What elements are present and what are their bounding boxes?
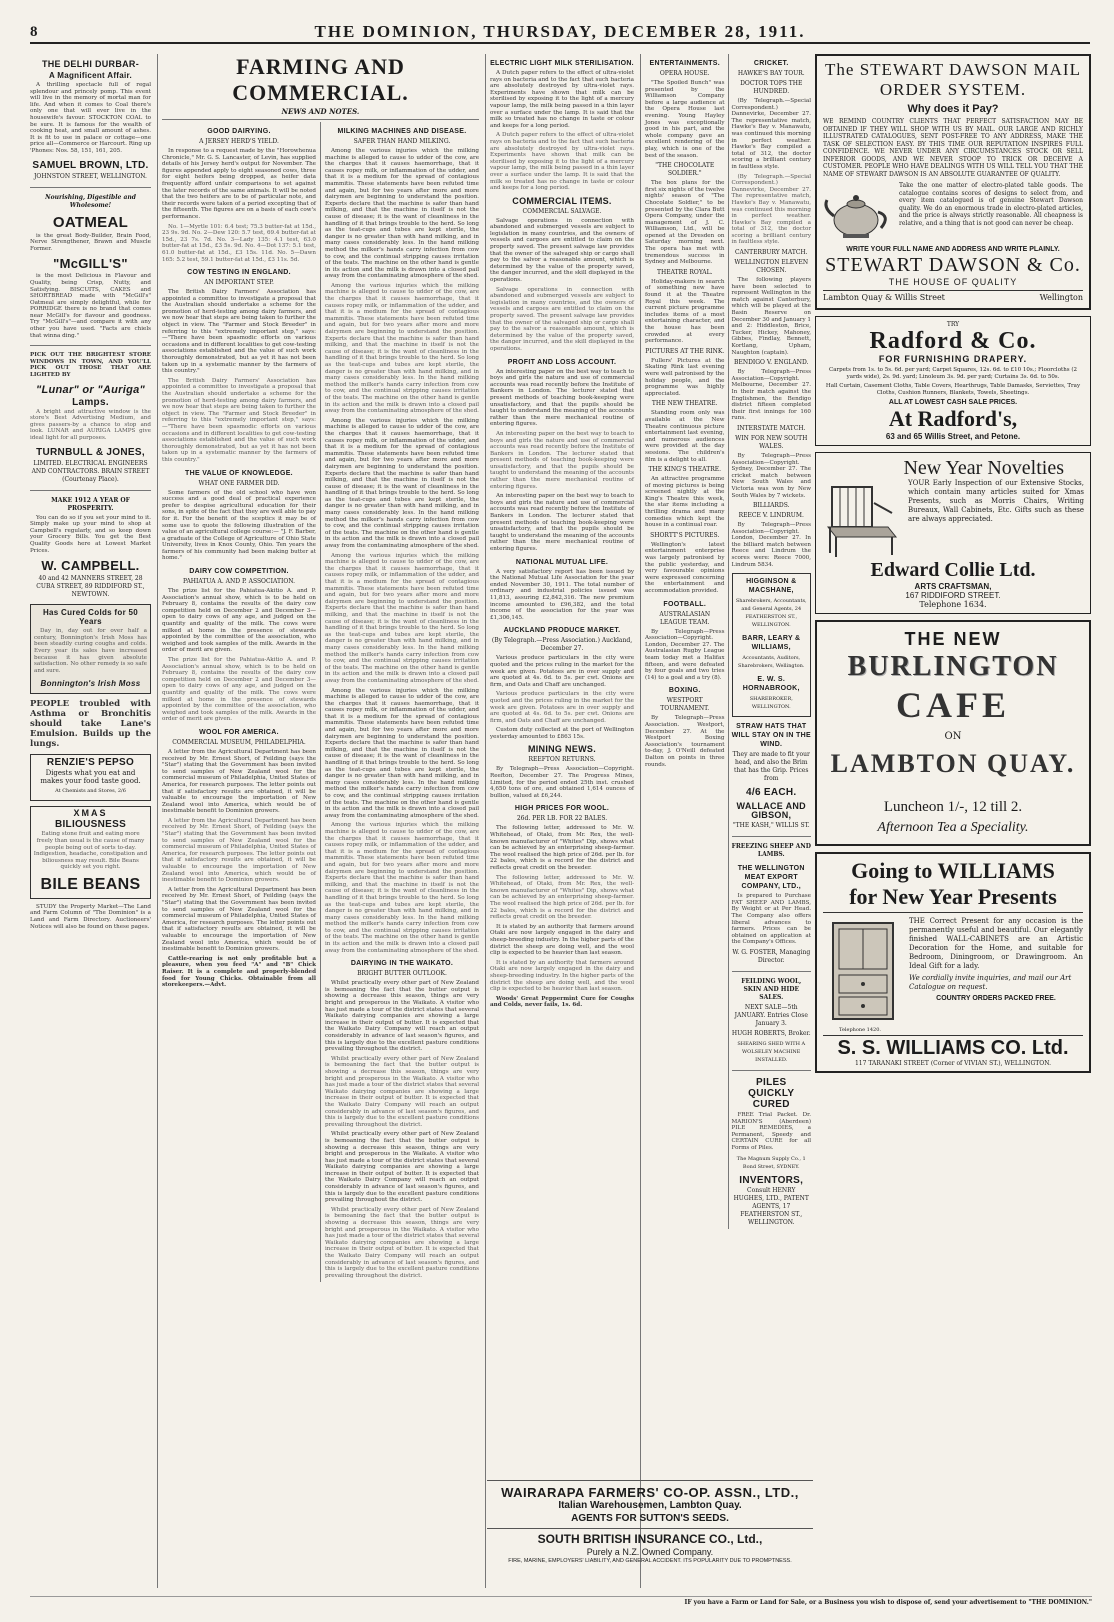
- wairarapa-heading: WAIRARAPA FARMERS' CO-OP. ASSN., LTD.,: [501, 1485, 799, 1500]
- bendigo-text: By Telegraph—Press Association—Copyright. Melbourne, December 27. In their match against the Englishmen, the Bendigo district fifteen completed their first innings for 160 runs.: [731, 369, 811, 422]
- straw-hats-text: They are made to fit your head, and also the Brim that has the Grip. Prices from: [732, 751, 810, 783]
- opera-heading: OPERA HOUSE.: [659, 70, 710, 77]
- commercial-heading: COMMERCIAL ITEMS.: [512, 195, 612, 206]
- collie-sub: ARTS CRAFTSMAN,: [914, 582, 992, 591]
- brown-name: SAMUEL BROWN, LTD.: [32, 159, 149, 171]
- waikato-text-3: Whilst practically every other part of New Zealand is bemoaning the fact that the butter output is showing a decrease this season, things are very bright and prosperous in the Waikato. A visitor who has just made a tour of the district states that several Waikato dairying companies are showing a large increase in their output of butter. It is expected that the Waikato Dairy Company will reach an output considerably in advance of last season's figures, and this is largely due to the excellent pasture conditions prevailing throughout the district.: [325, 1131, 479, 1204]
- house-of-quality: THE HOUSE OF QUALITY: [888, 277, 1018, 287]
- oatmeal-tagline: Nourishing, Digestible and Wholesome!: [45, 193, 136, 209]
- waikato-text-2: Whilst practically every other part of New Zealand is bemoaning the fact that the butter output is showing a decrease this season, things are very bright and prosperous in the Waikato. A visitor who has just made a tour of the district states that several Waikato dairying companies are showing a large increase in their output of butter. It is expected that the Waikato Dairy Company will reach an output considerably in advance of last season's figures, and this is largely due to the excellent pasture conditions prevailing throughout the district.: [325, 1055, 479, 1128]
- colds-heading: Has Cured Colds for 50 Years: [42, 608, 139, 627]
- durbar-subheading: A Magnificent Affair.: [48, 71, 133, 80]
- meat-company-text: Is prepared to Purchase FAT SHEEP AND LAMBS, By Weight or at Per Head. The Company also offers liberal advances to farmers. Prices can be obtained on application at the Company's Offices.: [731, 893, 811, 946]
- bendigo-heading: BENDIGO V. ENGLAND.: [734, 359, 809, 367]
- royal-text: Holiday-makers in search of something new have found it at the Theatre Royal this week. The current picture programme includes items of a most entertaining character, and the house has been crowded at every performance.: [645, 278, 725, 345]
- williams-ad: [815, 852, 1091, 1073]
- lunar-heading: "Lunar" or "Auriga": [35, 383, 146, 396]
- bottom-strip-ads: [487, 1480, 813, 1565]
- stewart-address: Lambton Quay & Willis Street: [823, 293, 945, 302]
- williams-subheading: for New Year Presents: [823, 884, 1083, 913]
- radford-heading: Radford & Co.: [869, 328, 1037, 354]
- south-british-sub: Purely a N.Z. Owned Company.: [586, 1547, 714, 1557]
- mining-heading: MINING NEWS.: [527, 744, 597, 755]
- otaki-text-2: It is stated by an authority that farmers around Otaki are now largely engaged in the dairy and sheep-breeding industry. In the higher parts of the district the sheep are doing well, and the wool clip is expected to be heavier than last season.: [490, 959, 634, 993]
- the-new-label: THE NEW: [904, 629, 1002, 649]
- durbar-text: A thrilling spectacle full of regal splendour and princely pomp. This event will live in the memory of mortal man for life. And when it comes to Coal there's only one that will ever live in the housewife's favour. STOCKTON COAL to be sure. It is famous for the wealth of cooking heat, and small amount of ashes. It is fit to use in palace or cottage—one price all—Commerce or Harcourt. Ring up 'Phones: Nos. 58, 151, 161, 205.: [30, 82, 151, 154]
- wool-america-text: A letter from the Agricultural Department has been received by Mr. Ernest Short, of Feilding (says the "Star") stating that the Government has been invited to send samples of New Zealand wool for the commercial museum of Philadelphia, United States of America, for research purposes. The letter points out that if satisfactory results are obtained, it will be valuable to encourage the importation of New Zealand wool into America, which would be of inestimable benefit to Dominion growers.: [162, 748, 316, 815]
- boxing-sub: WESTPORT TOURNAMENT.: [660, 697, 710, 713]
- milking-heading: MILKING MACHINES AND DISEASE.: [337, 128, 467, 135]
- campbell-heading: W. CAMPBELL.: [41, 558, 140, 574]
- why-heading: Why does it Pay?: [907, 103, 999, 115]
- cow-testing-sub: AN IMPORTANT STEP.: [204, 279, 274, 287]
- boxing-heading: BOXING.: [668, 687, 701, 695]
- value-knowledge-heading: THE VALUE OF KNOWLEDGE.: [185, 469, 293, 477]
- milking-text-2: Among the various injuries which the milking machine is alleged to cause to udder of the cow, are the charges that it causes haemorrhage, that it causes ropey milk, or inflammation of the udder, and that it is a medium for the spread of contagious mammitis. These statements have been refuted time and again, but for two years after more and more dairymen are beginning to understand the position. Experts declare that the machine is safer than hand milking, and that the machine in itself is not the cause of disease; it is the want of cleanliness in the handling of it that brings trouble to the herd. So long as the teat-cups and tubes are kept sterile, the danger is no greater than with hand milking, and in many cases considerably less. In the hand milking method the milker's hands carry infection from cow to cow, and the continual stripping causes irritation of the teats. The machine on the other hand is gentle in its action and the milk is drawn into a closed pail away from the contaminating atmosphere of the shed.: [325, 282, 479, 415]
- write-text: WRITE YOUR FULL NAME AND ADDRESS AND WRITE PLAINLY.: [846, 246, 1060, 253]
- meat-company-signature: W. G. FOSTER, Managing Director.: [732, 949, 811, 964]
- lanes-emulsion-ad: PEOPLE troubled with Asthma or Bronchitis should take Lane's Emulsion. Builds up the lungs.: [30, 699, 151, 750]
- ent-heading: ENTERTAINMENTS.: [649, 60, 720, 67]
- shortts-heading: SHORTT'S PICTURES.: [650, 531, 720, 539]
- piles-heading: PILES QUICKLY CURED: [748, 1077, 795, 1110]
- hawke-heading: HAWKE'S BAY TOUR.: [737, 70, 805, 77]
- farming-two-columns: [162, 122, 479, 1282]
- at-radfords: At Radford's,: [888, 406, 1018, 431]
- column-4-entertainment: [640, 54, 815, 1588]
- footer-strip: [30, 1596, 1092, 1608]
- williams-telephone: Telephone 1420.: [839, 1027, 881, 1033]
- billiards-text: By Telegraph—Press Association—Copyright. London, December 27. In the billiard match between Reece and Lindrum the scores were: Reece 7000, Lindrum 5834.: [731, 522, 811, 568]
- hawke-sub: DOCTOR TOPS THE HUNDRED.: [740, 80, 803, 95]
- billiards-sub: REECE V. LINDRUM.: [738, 512, 804, 520]
- hugh-roberts: HUGH ROBERTS, Broker.: [731, 1030, 811, 1037]
- wallace-heading: WALLACE AND GIBSON,: [736, 801, 806, 821]
- column-2-farming: [157, 54, 483, 1588]
- cabinet-icon: [823, 917, 903, 1027]
- oatmeal-text: is the great Body-Builder, Brain Food, Nerve Strengthener, Brawn and Muscle Former.: [30, 232, 151, 252]
- rink-heading: PICTURES AT THE RINK.: [645, 347, 725, 355]
- xmas-tag: XMAS: [73, 808, 108, 819]
- interstate-sub: WIN FOR NEW SOUTH WALES.: [735, 434, 808, 450]
- barr-heading: BARR, LEARY & WILLIAMS,: [742, 635, 801, 652]
- feilding-text: NEXT SALE—5th JANUARY. Entries Close January 3.: [734, 1004, 808, 1027]
- bile-beans-heading: BILE BEANS: [40, 875, 141, 893]
- hawke-text-2: (By Telegraph.—Special Correspondent.) Dannevirke, December 27. The representative match, Hawke's Bay v. Manawatu, was continued this morning in perfect weather. Hawke's Bay compiled a total of 312, the doctor scoring a brilliant century in faultless style.: [731, 173, 811, 246]
- higginson-ad: [732, 573, 812, 717]
- horsbrook-sub: SHAREBROKER, WELLINGTON.: [749, 696, 793, 711]
- farming-section-sub: NEWS AND NOTES.: [162, 108, 479, 120]
- hawke-text: (By Telegraph.—Special Correspondent.) Dannevirke, December 27. The representative match, Hawke's Bay v. Manawatu, was continued this morning in perfect weather. Hawke's Bay compiled a total of 312, the doctor scoring a brilliant century in faultless style.: [731, 98, 811, 170]
- ent-column: [645, 54, 728, 1229]
- canterbury-heading: CANTERBURY MATCH.: [734, 249, 808, 257]
- collie-ad: [815, 452, 1091, 614]
- new-theatre-heading: THE NEW THEATRE.: [651, 400, 718, 408]
- lunar-lamps: Lamps.: [72, 396, 109, 408]
- burlington-heading: BURLINGTON: [847, 651, 1059, 682]
- chocolate-text: The box plans for the first six nights of the twelve nights' season of "The Chocolate Soldier," to be presented by the Clara Butt Opera Company, under the management of J. C. Williamson, Ltd., will be opened at the Dresden on Saturday morning next. The opera has met with tremendous success in Sydney and Melbourne.: [645, 180, 725, 266]
- wool-price-text: The following letter, addressed to Mr. W. Whitehead, of Otaki, from Mr. Rex, the well-known manufacturer of "Whites" Dip, shows what can be achieved by an enterprising sheep-farmer. The wool realised the high price of 26d. per lb. for 22 bales, which is a record for the district and reflects great credit on the breeder.: [490, 825, 634, 871]
- mutual-heading: NATIONAL MUTUAL LIFE.: [515, 558, 609, 566]
- durbar-heading: THE DELHI DURBAR-: [41, 59, 140, 69]
- on-label: ON: [944, 731, 962, 742]
- milking-text: Among the various injuries which the milking machine is alleged to cause to udder of the cow, are the charges that it causes haemorrhage, that it causes ropey milk, or inflammation of the udder, and that it is a medium for the spread of contagious mammitis. These statements have been refuted time and again, but for two years after more and more dairymen are beginning to understand the position. Experts declare that the machine is safer than hand milking, and that the machine in itself is not the cause of disease; it is the want of cleanliness in the handling of it that brings trouble to the herd. So long as the teat-cups and tubes are kept sterile, the danger is no greater than with hand milking, and in many cases considerably less. In the hand milking method the milker's hands carry infection from cow to cow, and the continual stripping causes irritation of the teats. The machine on the other hand is gentle in its action and the milk is drawn into a closed pail away from the contaminating atmosphere of the shed.: [325, 148, 479, 280]
- cricket-heading: CRICKET.: [753, 60, 789, 67]
- masthead: [30, 22, 1090, 44]
- renzie-text: Digests what you eat and makes your food taste good.: [40, 769, 141, 786]
- bonnington-heading: Bonnington's Irish Moss: [40, 679, 141, 689]
- barr-sub: Accountants, Auditors, Sharebrokers, Wellington.: [738, 655, 805, 670]
- profit-text: An interesting paper on the best way to teach to boys and girls the nature and use of commercial accounts was read recently before the Institute of Bankers in London. The lecturer stated that present methods of teaching book-keeping were unsatisfactory, and that the pupils should be taught to understand the meaning of the accounts rather than the mere mechanical routine of entering figures.: [490, 368, 634, 428]
- milking-text-3: Among the various injuries which the milking machine is alleged to cause to udder of the cow, are the charges that it causes haemorrhage, that it causes ropey milk, or inflammation of the udder, and that it is a medium for the spread of contagious mammitis. These statements have been refuted time and again, but for two years after more and more dairymen are beginning to understand the position. Experts declare that the machine is safer than hand milking, and that the machine in itself is not the cause of disease; it is the want of cleanliness in the handling of it that brings trouble to the herd. So long as the teat-cups and tubes are kept sterile, the danger is no greater than with hand milking, and in many cases considerably less. In the hand milking method the milker's hands carry infection from cow to cow, and the continual stripping causes irritation of the teats. The machine on the other hand is gentle in its action and the milk is drawn into a closed pail away from the contaminating atmosphere of the shed.: [325, 417, 479, 550]
- ent-cricket-split: [645, 54, 811, 1229]
- try-label: TRY: [946, 321, 960, 328]
- profit-heading: PROFIT AND LOSS ACCOUNT.: [507, 358, 617, 366]
- waikato-text-4: Whilst practically every other part of New Zealand is bemoaning the fact that the butter output is showing a decrease this season, things are very bright and prosperous in the Waikato. A visitor who has just made a tour of the district states that several Waikato dairying companies are showing a large increase in their output of butter. It is expected that the Waikato Dairy Company will reach an output considerably in advance of last season's figures, and this is largely due to the excellent pasture conditions prevailing throughout the district.: [325, 1206, 479, 1279]
- football-heading: FOOTBALL.: [663, 600, 707, 608]
- value-knowledge-text: Some farmers of the old school who have won success and a good deal of practical experience prefer to despise agricultural education for their sons, in spite of the fact that they are well able to pay for it. For the benefit of the sceptics it may be of some use to quote the following illustration of the value of an agricultural college course:— "J. F. Barber, a graduate of the College of Agriculture of Ohio State University, lives in Knox County, Ohio. Ten years the farmers of his community had been making butter at home.": [162, 489, 316, 562]
- higginson-sub: Sharebrokers, Accountants, and General Agents, 24 FEATHERSTON ST., WELLINGTON.: [735, 598, 807, 629]
- renzie-heading: RENZIE'S PEPSO: [46, 757, 135, 769]
- teapot-icon: [823, 182, 893, 242]
- south-british-small: FIRE, MARINE, EMPLOYERS' LIABILITY, AND GENERAL ACCIDENT. ITS POPULARITY DUE TO PROMPTNESS.: [508, 1558, 792, 1564]
- canterbury-sub: WELLINGTON ELEVEN CHOSEN.: [734, 259, 809, 275]
- dairy-comp-text-2: The prize list for the Pahiatua-Akitio A. and P. Association's annual show, which is to be held on February 8, contains the results of the dairy cow competition held on December 2 and December 3—open to dairy cows of any age, and judged on the quantity and quality of the milk. The cows were milked at home in the presence of stewards appointed by the committee of the association, who weighed and took samples of the milk. Awards in the order of merit are given.: [162, 657, 316, 723]
- renzie-ad: [30, 754, 151, 801]
- electric-text: A Dutch paper refers to the effect of ultra-violet rays on bacteria and to the fact that such bacteria are absolutely destroyed by ultra-violet rays. Experiments have shown that milk can be sterilised by exposing it to the light of a mercury vapour lamp, the milk being passed in a thin layer over a surface under the lamp. It is said that the milk so treated has no change in taste or colour and keeps for a long period.: [490, 70, 634, 129]
- cow-testing-text: The British Dairy Farmers' Association has appointed a committee to investigate a proposal that the Australian should undertake a scheme for the promotion of herd-testing among dairy farmers, and we now hear that steps are being taken to further the object in view. The "Farmer and Stock Breeder" in referring to this "extremely important step," says:—"There have been spasmodic efforts on various occasions and in different localities to get cow-testing associations established and the value of such work thoroughly demonstrated, but as yet it has not been taken up in a systematic manner by the farmers of this country.": [162, 289, 316, 375]
- billiards-heading: BILLIARDS.: [752, 502, 790, 510]
- commercial-text-2: Salvage operations in connection with abandoned and submerged vessels are subject to legislation in many countries, and the owners of vessels and cargoes are entitled to claim on the property saved. The present salvage law provides that the owner of the salvaged ship or cargo shall pay to the salvor a reasonable amount, which is determined by the value of the property saved, the danger incurred, and the skill displayed in the operations.: [490, 286, 634, 352]
- stewart-city: Wellington: [1039, 293, 1083, 302]
- auckland-text-2: Various produce particulars in the city were quoted and the prices ruling in the market for the week are given. Potatoes are in over supply and are quoted at 4s. 6d. to 5s. per cwt. Onions are firm, and Oats and Chaff are unchanged.: [490, 691, 634, 724]
- mutual-text: A very satisfactory report has been issued by the National Mutual Life Association for the year ended November 30, 1911. The total number of ordinary and industrial policies issued was 11,813, assuring £2,842,316. The new premium income amounted to £96,382, and the total income of the association for the year was £1,306,145.: [490, 568, 634, 621]
- wool-price-sub: 26d. PER LB. FOR 22 BALES.: [516, 815, 608, 823]
- south-british-heading: SOUTH BRITISH INSURANCE CO., Ltd.,: [537, 1532, 763, 1546]
- waikato-text: Whilst practically every other part of New Zealand is bemoaning the fact that the butter output is showing a decrease this season, things are very bright and prosperous in the Waikato. A visitor who has just made a tour of the district states that several Waikato dairying companies are showing a large increase in their output of butter. It is expected that the Waikato Dairy Company will reach an output considerably in advance of last season's figures, and this is largely due to the excellent pasture conditions prevailing throughout the district.: [325, 980, 479, 1053]
- turnbull-sub: LIMITED. ELECTRICAL ENGINEERS AND CONTRACTORS. BRAIN STREET (Courtenay Place).: [31, 459, 150, 483]
- property-market-text: STUDY the Property Market—The Land and Farm Column of "The Dominion" is a Land and Farm Directory. Auctioneers' Notices will also be found on these pages.: [30, 903, 151, 930]
- inventors-sub: Consult HENRY HUGHES, LTD., PATENT AGENTS, 17 FEATHERSTON ST., WELLINGTON.: [733, 1186, 809, 1226]
- cafe-heading: CAFE: [896, 685, 1010, 725]
- wairarapa-sub: Italian Warehousemen, Lambton Quay.: [558, 1500, 742, 1511]
- boxing-text: By Telegraph—Press Association. Westport, December 27. At the Westport Boxing Association's tournament to-day, J. O'Neill defeated Dalton on points in three rounds.: [645, 715, 725, 768]
- chair-icon: [822, 483, 902, 559]
- cow-testing-heading: COW TESTING IN ENGLAND.: [187, 269, 291, 277]
- stewart-heading: The STEWART DAWSON MAIL ORDER SYSTEM.: [825, 60, 1081, 99]
- new-year-heading: New Year Novelties: [903, 457, 1064, 479]
- auckland-text: Various produce particulars in the city were quoted and the prices ruling in the market for the week are given. Potatoes are in over supply and are quoted at 4s. 6d. to 5s. per cwt. Onions are firm, and Oats and Chaff are unchanged.: [490, 655, 634, 688]
- royal-heading: THEATRE ROYAL.: [656, 268, 713, 276]
- milking-text-4: Among the various injuries which the milking machine is alleged to cause to udder of the cow, are the charges that it causes haemorrhage, that it causes ropey milk, or inflammation of the udder, and that it is a medium for the spread of contagious mammitis. These statements have been refuted time and again, but for two years after more and more dairymen are beginning to understand the position. Experts declare that the machine is safer than hand milking, and that the machine in itself is not the cause of disease; it is the want of cleanliness in the handling of it that brings trouble to the herd. So long as the teat-cups and tubes are kept sterile, the danger is no greater than with hand milking, and in many cases considerably less. In the hand milking method the milker's hands carry infection from cow to cow, and the continual stripping causes irritation of the teats. The machine on the other hand is gentle in its action and the milk is drawn into a closed pail away from the contaminating atmosphere of the shed.: [325, 552, 479, 684]
- farming-right: [320, 122, 479, 1282]
- mining-text: By Telegraph—Press Association—Copyright. Reefton, December 27. The Progress Mines, Limited, for the period ended 25th inst. crushed 4,650 tons of ore, and obtained 1,614 ounces of bullion, valued at £6,244.: [490, 766, 634, 799]
- otaki-text: It is stated by an authority that farmers around Otaki are now largely engaged in the dairy and sheep-breeding industry. In the higher parts of the district the sheep are doing well, and the wool clip is expected to be heavier than last season.: [490, 923, 634, 957]
- lowest-prices: ALL AT LOWEST CASH SALE PRICES.: [888, 399, 1018, 406]
- shortts-text: Wellington's latest entertainment enterprise was largely patronised by the public yesterday, and very favourable opinions were expressed concerning the entertainment and accommodation provided.: [645, 541, 725, 594]
- campbell-address: 40 and 42 MANNERS STREET, 28 CUBA STREET, 89 RIDDIFORD ST., NEWTOWN.: [36, 575, 145, 599]
- dairy-comp-sub: PAHIATUA A. AND P. ASSOCIATION.: [182, 578, 296, 586]
- good-dairying-heading: GOOD DAIRYING.: [207, 128, 271, 135]
- mcgill-heading: "McGILL'S": [53, 256, 128, 272]
- radford-sub: FOR FURNISHING DRAPERY.: [878, 354, 1028, 364]
- piles-text: FREE Trial Packet. Dr. MARION'S (Aberdeen) PILE REMEDIES, a Permanent, Speedy and CERTAIN CURE for all Forms of Piles.: [731, 1112, 811, 1151]
- colds-ad: [30, 604, 151, 694]
- wool-america-text-2: A letter from the Agricultural Department has been received by Mr. Ernest Short, of Feilding (says the "Star") stating that the Government has been invited to send samples of New Zealand wool for the commercial museum of Philadelphia, United States of America, for research purposes. The letter points out that if satisfactory results are obtained, it will be valuable to encourage the importation of New Zealand wool into America, which would be of inestimable benefit to Dominion growers.: [162, 817, 316, 884]
- stewart-dawson-ad: [815, 54, 1091, 310]
- shearing-text: SHEARING SHED WITH A WOLSELEY MACHINE INSTALLED.: [737, 1041, 806, 1063]
- stewart-company: STEWART DAWSON & Co.: [825, 254, 1081, 276]
- farming-left: [162, 122, 320, 1282]
- new-theatre-text: Standing room only was available at the New Theatre continuous picture entertainment last evening, and numerous audiences were provided at the day sessions. The children's film is a delight to all.: [645, 410, 725, 463]
- straw-hats-heading: STRAW HATS THAT WILL STAY ON IN THE WIND.: [731, 723, 811, 749]
- lunar-intro: PICK OUT THE BRIGHTEST STORE WINDOWS IN TOWN, AND YOU'LL PICK OUT THOSE THAT ARE LIGHTED BY: [30, 352, 151, 379]
- higginson-heading: HIGGINSON & MACSHANE,: [746, 578, 797, 595]
- meat-company-heading: THE WELLINGTON MEAT EXPORT COMPANY, LTD.,: [737, 865, 805, 891]
- auckland-sub: (By Telegraph.—Press Association.) Auckland, December 27.: [491, 637, 633, 653]
- page-number: 8: [30, 23, 38, 40]
- inventors-heading: INVENTORS,: [739, 1174, 804, 1186]
- wool-america-text-3: A letter from the Agricultural Department has been received by Mr. Ernest Short, of Feilding (says the "Star") stating that the Government has been invited to send samples of New Zealand wool for the commercial museum of Philadelphia, United States of America, for research purposes. The letter points out that if satisfactory results are obtained, it will be valuable to encourage the importation of New Zealand wool into America, which would be of inestimable benefit to Dominion growers.: [162, 886, 316, 953]
- column-3-news: [485, 54, 638, 1588]
- prosperity-text: You can do so if you set your mind to it. Simply make up your mind to shop at Campbell's regularly, and so keep down your Grocery Bills. You get the Best Quality Goods here at Lowest Market Prices.: [30, 514, 151, 554]
- milking-text-5: Among the various injuries which the milking machine is alleged to cause to udder of the cow, are the charges that it causes haemorrhage, that it causes ropey milk, or inflammation of the udder, and that it is a medium for the spread of contagious mammitis. These statements have been refuted time and again, but for two years after more and more dairymen are beginning to understand the position. Experts declare that the machine is safer than hand milking, and that the machine in itself is not the cause of disease; it is the want of cleanliness in the handling of it that brings trouble to the herd. So long as the teat-cups and tubes are kept sterile, the danger is no greater than with hand milking, and in many cases considerably less. In the hand milking method the milker's hands carry infection from cow to cow, and the continual stripping causes irritation of the teats. The machine on the other hand is gentle in its action and the milk is drawn into a closed pail away from the contaminating atmosphere of the shed.: [325, 687, 479, 819]
- ss-williams-heading: S. S. WILLIAMS CO. Ltd.: [823, 1035, 1083, 1060]
- brown-address: JOHNSTON STREET, WELLINGTON.: [34, 172, 147, 180]
- interstate-heading: INTERSTATE MATCH.: [737, 424, 806, 432]
- feilding-heading: FEILDING WOOL, SKIN AND HIDE SALES.: [741, 978, 802, 1001]
- lambton-quay-heading: LAMBTON QUAY.: [830, 749, 1076, 778]
- kings-heading: THE KING'S THEATRE.: [648, 466, 721, 474]
- footer-notice: IF you have a Farm or Land for Sale, or a Business you wish to dispose of, send your advertisement to "THE DOMINION.": [684, 1599, 1092, 1606]
- customs-text: Custom duty collected at the port of Wellington yesterday amounted to £863 15s.: [490, 727, 634, 740]
- collie-telephone: Telephone 1634.: [919, 600, 987, 609]
- oatmeal-heading: OATMEAL: [52, 213, 129, 231]
- canterbury-text: The following players have been selected to represent Wellington in the match against Canterbury, which will be played at the Basin Reserve on December 30 and January 1 and 2: Hiddleston, Brice, Tucker, Hickey, Mahoney, Gibbes, Findlay, Bennett, Kortlang, Upham, Naughton (captain).: [731, 277, 811, 356]
- milking-text-6: Among the various injuries which the milking machine is alleged to cause to udder of the cow, are the charges that it causes haemorrhage, that it causes ropey milk, or inflammation of the udder, and that it is a medium for the spread of contagious mammitis. These statements have been refuted time and again, but for two years after more and more dairymen are beginning to understand the position. Experts declare that the machine is safer than hand milking, and that the machine in itself is not the cause of disease; it is the want of cleanliness in the handling of it that brings trouble to the herd. So long as the teat-cups and tubes are kept sterile, the danger is no greater than with hand milking, and in many cases considerably less. In the hand milking method the milker's hands carry infection from cow to cow, and the continual stripping causes irritation of the teats. The machine on the other hand is gentle in its action and the milk is drawn into a closed pail away from the contaminating atmosphere of the shed.: [325, 822, 479, 954]
- newspaper-title: THE DOMINION, THURSDAY, DECEMBER 28, 1911.: [314, 22, 806, 41]
- williams-heading: Going to WILLIAMS: [851, 858, 1055, 883]
- freezing-heading: FREEZING SHEEP AND LAMBS.: [731, 843, 811, 859]
- radford-ad: [815, 316, 1091, 446]
- profit-text-3: An interesting paper on the best way to teach to boys and girls the nature and use of commercial accounts was read recently before the Institute of Bankers in London. The lecturer stated that present methods of teaching book-keeping were unsatisfactory, and that the pupils should be taught to understand the meaning of the accounts rather than the mere mechanical routine of entering figures.: [490, 493, 634, 552]
- commercial-sub: COMMERCIAL SALVAGE.: [522, 207, 602, 215]
- waikato-sub: BRIGHT BUTTER OUTLOOK.: [357, 970, 447, 978]
- kings-text: An attractive programme of moving pictures is being screened nightly at the King's Theatre this week, the star items including a thrilling drama and many comedies which kept the house in a continual roar.: [645, 476, 725, 529]
- williams-text: THE Correct Present for any occasion is the permanently useful and beautiful. Our elegantly finished WALL-CABINETS are an Artistic Decoration for the Home, and suitable for Bedroom, Diningroom, or Drawingroom. An Ideal Gift for a lady.: [909, 917, 1083, 970]
- chick-raiser-ad: Cattle-rearing is not only profitable but a pleasure, when you feed "A" and "B" Chick Raiser. It is a complete and properly-blended food for Young Chicks. Obtainable from all storekeepers.—Advt.: [162, 955, 316, 989]
- value-knowledge-sub: WHAT ONE FARMER DID.: [198, 479, 280, 487]
- football-text: By Telegraph—Press Association—Copyright. London, December 27. The Australasian Rugby League team today met a Halifax fifteen, and were defeated by four goals and two tries (14) to a goal and a try (8).: [645, 628, 725, 681]
- mcgill-text: is the most Delicious in Flavour and Quality, being Crisp, Nutty, and Satisfying. BISCUITS, CAKES and SHORTBREAD made with "McGill's" Oatmeal are simply delightful, while for PORRIDGE there is no brand that comes near McGill's for flavour and goodness. Try "McGill's"—and compare it with any other you have used. "Facts are chiels that winna ding.": [30, 273, 151, 339]
- milking-sub: SAFER THAN HAND MILKING.: [353, 138, 451, 145]
- bile-beans-ad: [30, 806, 151, 899]
- radford-text: Carpets from 1s. to 5s. 6d. per yard; Carpet Squares, 12s. 6d. to £10 10s.; Floorcloths (2 yards wide), 2s. 9d. yard; Linoleum 3s. 9d. per yard; Curtains 3s. 6d. to 50s.: [829, 367, 1077, 380]
- waikato-heading: DAIRYING IN THE WAIKATO.: [350, 960, 454, 968]
- why-text: WE REMIND COUNTRY CLIENTS THAT PERFECT SATISFACTION MAY BE OBTAINED IF THEY WILL SHOP WITH US BY MAIL. OUR LARGE AND RICHLY ILLUSTRATED CATALOGUES, SENT POST-FREE TO ANY ADDRESS, MAKE THE TASK OF SELECTION EASY. BY THIS TIME OUR REPUTATION INSPIRES FULL CONFIDENCE. WE NEVER UNDER ANY CIRCUMSTANCES STOCK OR SELL INFERIOR GOODS, AND WE NEVER STOOP TO TRICK OR DECEIVE A CUSTOMER. PEOPLE WHO HAVE DEALINGS WITH US WILL TELL YOU THAT THE NAME OF STEWART DAWSON IS AN ABSOLUTE GUARANTEE OF QUALITY.: [823, 118, 1083, 178]
- wallace-sub: "THE KASH," WILLIS ST.: [732, 822, 810, 830]
- radford-text-2: Hall Curtain, Casement Cloths, Table Covers, Hearthrugs, Table Damasks, Serviettes, Tray Cloths, Cushion Runners, Blankets, Towels, Sheetings.: [825, 383, 1081, 396]
- sutton-seeds: AGENTS FOR SUTTON'S SEEDS.: [487, 1512, 813, 1529]
- piles-small: The Magnum Supply Co., 1 Bond Street, SYDNEY.: [736, 1155, 806, 1170]
- woods-cure-ad: Woods' Great Peppermint Cure for Coughs and Colds, never fails, 1s. 6d.: [490, 995, 634, 1009]
- teapot-text: Take the one matter of electro-plated table goods. The catalogue contains scores of designs to select from, and every item catalogued is of genuine Stewart Dawson quality. We do an enormous trade in electro-plated articles, and the price is always strictly reasonable. All cheapness is relative, and a thing that is not good can never be cheap.: [899, 182, 1083, 227]
- opera-text: "The Spoiled Bunch" was presented by the Williamson Company before a large audience at the Opera House last evening. Young Hayley Jones was exceptionally good in his part, and the whole company gave an excellent rendering of the play, which is one of the best of the season.: [645, 80, 725, 159]
- radford-address: 63 and 65 Willis Street, and Petone.: [885, 432, 1021, 441]
- biliousness-text: Eating stone fruit and eating more freely than usual is the cause of many people being out of sorts to-day. Indigestion, headache, constipation and biliousness may result. Bile Beans quickly set you right.: [33, 831, 148, 871]
- wool-america-heading: WOOL FOR AMERICA.: [199, 728, 279, 736]
- rink-text: Fullers' Pictures at the Skating Rink last evening were well patronised by the holiday people, and the programme was highly appreciated.: [645, 357, 725, 397]
- dairy-comp-text: The prize list for the Pahiatua-Akitio A. and P. Association's annual show, which is to be held on February 8, contains the results of the dairy cow competition held on December 2 and December 3—open to dairy cows of any age, and judged on the quantity and quality of the milk. The cows were milked at home in the presence of stewards appointed by the committee of the association, who weighed and took samples of the milk. Awards in the order of merit are given.: [162, 588, 316, 654]
- ss-williams-address: 117 TARANAKI STREET (Corner of VIVIAN ST.), WELLINGTON.: [854, 1060, 1051, 1067]
- afternoon-tea-text: Afternoon Tea a Speciality.: [877, 820, 1029, 835]
- good-dairying-list: No. 1—Myrtle 101: 6.4 test; 75.3 butter-fat at 15d., 23 9s. 9d. No. 2—Dew 120: 5.7 test, 69.4 butter-fat at 15d., 23 7s. 7d. No. 3—Lady 135: 4.1 test, 63.0 butter-fat at 15d., £3 5s. 9d. No. 4—Dot 137: 5.1 test, 61.0 butter-fat at 15d., £3 15s. 11d. No. 5—Dawn 165: 5.2 test, 59.1 butter-fat at 15d., £3 11s. 5d.: [162, 223, 316, 263]
- luncheon-text: Luncheon 1/-, 12 till 2.: [883, 799, 1023, 815]
- horsbrook-heading: E. W. S. HORNABROOK,: [742, 676, 800, 693]
- chocolate-heading: "THE CHOCOLATE SOLDIER.": [655, 162, 715, 178]
- new-year-text: YOUR Early Inspection of our Extensive Stocks, which contain many articles suited for Xmas Presents, such as Morris Chairs, Writing Bureaux, Wall Cabinets, Etc. Gifts such as these are always appreciated.: [908, 479, 1084, 523]
- interstate-text: By Telegraph—Press Association—Copyright. Sydney, December 27. The cricket match between New South Wales and Victoria was won by New South Wales by 7 wickets.: [731, 452, 811, 499]
- collie-address: 167 RIDDIFORD STREET.: [905, 591, 1001, 600]
- farming-section-title: FARMING AND COMMERCIAL.: [232, 54, 409, 105]
- burlington-cafe-ad: [815, 620, 1091, 846]
- column-1-ads: [30, 54, 155, 1588]
- straw-hats-price: 4/6 EACH.: [746, 787, 797, 799]
- williams-invite: We cordially invite inquiries, and mail our Art Catalogue on request.: [909, 974, 1072, 991]
- good-dairying-text: In response to a request made by the "Horowhenua Chronicle," Mr. G. S. Lancaster, of Levin, has supplied details of his Jersey herd's output for November. The figures appended apply to eight seasoned cows, three for eight heifers being dropped, as heifer data frequently afford unfair comparisons to set against the later records of the same animals. It will be noted that the two heifers are to be of particular note, and their records were taken of a period excepting that of the fifteenth. The figures are on a basis of each cow's performance.: [162, 148, 316, 220]
- commercial-text: Salvage operations in connection with abandoned and submerged vessels are subject to legislation in many countries, and the owners of vessels and cargoes are entitled to claim on the property saved. The present salvage law provides that the owner of the salvaged ship or cargo shall pay to the salvor a reasonable amount, which is determined by the value of the property saved, the danger incurred, and the skill displayed in the operations.: [490, 217, 634, 284]
- colds-text: Day in, day out for over half a century, Bonnington's Irish Moss has been steadily curing coughs and colds. Every year its sales have increased because it has given absolute satisfaction. No other remedy is so safe and sure.: [34, 628, 147, 674]
- country-orders: COUNTRY ORDERS PACKED FREE.: [936, 995, 1056, 1002]
- dairy-comp-heading: DAIRY COW COMPETITION.: [189, 568, 289, 576]
- electric-text-2: A Dutch paper refers to the effect of ultra-violet rays on bacteria and to the fact that such bacteria are absolutely destroyed by ultra-violet rays. Experiments have shown that milk can be sterilised by exposing it to the light of a mercury vapour lamp, the milk being passed in a thin layer over a surface under the lamp. It is said that the milk so treated has no change in taste or colour and keeps for a long period.: [490, 132, 634, 192]
- prosperity-heading: MAKE 1912 A YEAR OF PROSPERITY.: [51, 496, 130, 512]
- auckland-heading: AUCKLAND PRODUCE MARKET.: [503, 627, 621, 635]
- biliousness-heading: BILIOUSNESS: [54, 819, 127, 831]
- lunar-text: A bright and attractive window is the store's Best Advertising Medium, and gives passers-by a chance to stop and look. LUNAR and AURIGA LAMPS give ideal light for all purposes.: [30, 408, 151, 441]
- wool-price-text-2: The following letter, addressed to Mr. W. Whitehead, of Otaki, from Mr. Rex, the well-known manufacturer of "Whites" Dip, shows what can be achieved by an enterprising sheep-farmer. The wool realised the high price of 26d. per lb. for 22 bales, which is a record for the district and reflects great credit on the breeder.: [490, 874, 634, 921]
- good-dairying-sub: A JERSEY HERD'S YIELD.: [199, 138, 279, 145]
- renzie-small: At Chemists and Stores, 2/6: [55, 788, 126, 795]
- football-sub: AUSTRALASIAN LEAGUE TEAM.: [659, 610, 711, 626]
- cow-testing-text-2: The British Dairy Farmers' Association has appointed a committee to investigate a proposal that the Australian should undertake a scheme for the promotion of herd-testing among dairy farmers, and we now hear that steps are being taken to further the object in view. The "Farmer and Stock Breeder" in referring to this "extremely important step," says:—"There have been spasmodic efforts on various occasions and in different localities to get cow-testing associations established and the value of such work thoroughly demonstrated, but as yet it has not been taken up in a systematic manner by the farmers of this country.": [162, 377, 316, 463]
- profit-text-2: An interesting paper on the best way to teach to boys and girls the nature and use of commercial accounts was read recently before the Institute of Bankers in London. The lecturer stated that present methods of teaching book-keeping were unsatisfactory, and that the pupils should be taught to understand the meaning of the accounts rather than the mere mechanical routine of entering figures.: [490, 430, 634, 490]
- collie-heading: Edward Collie Ltd.: [870, 559, 1036, 581]
- electric-heading: ELECTRIC LIGHT MILK STERILISATION.: [490, 60, 634, 67]
- cricket-column: [728, 54, 812, 1229]
- wool-price-heading: HIGH PRICES FOR WOOL.: [514, 805, 610, 813]
- mining-sub: REEFTON RETURNS.: [528, 756, 596, 764]
- wool-america-sub: COMMERCIAL MUSEUM, PHILADELPHIA.: [172, 738, 306, 746]
- turnbull-heading: TURNBULL & JONES,: [36, 446, 145, 458]
- column-5-display-ads: [815, 54, 1091, 1588]
